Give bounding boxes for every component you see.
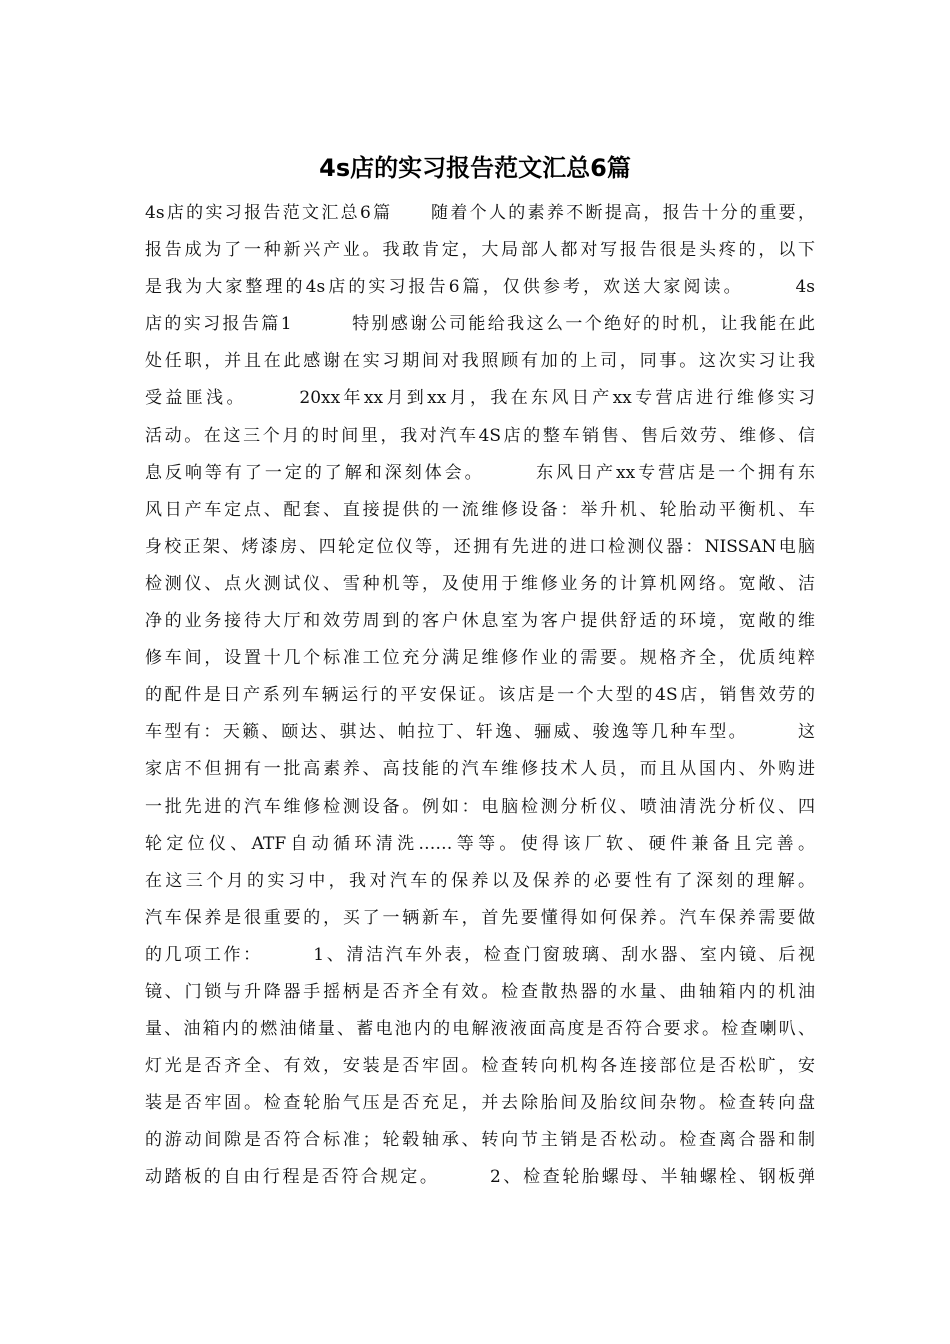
body-line: 检测仪、点火测试仪、雪种机等，及使用于维修业务的计算机网络。宽敞、洁 [145,573,815,594]
body-line: 家店不但拥有一批高素养、高技能的汽车维修技术人员，而且从国内、外购进 [145,759,815,780]
document-body [145,195,815,1197]
body-line: 报告成为了一种新兴产业。我敢肯定，大局部人都对写报告很是头疼的，以下 [145,240,815,261]
body-line: 受益匪浅。 20xx年xx月到xx月，我在东风日产xx专营店进行维修实习 [145,388,815,409]
body-line: 的游动间隙是否符合标准；轮毂轴承、转向节主销是否松动。检查离合器和制 [145,1130,815,1151]
document-title: 4s店的实习报告范文汇总6篇 [319,154,631,182]
body-line: 风日产车定点、配套、直接提供的一流维修设备：举升机、轮胎动平衡机、车 [145,499,815,520]
body-line: 修车间，设置十几个标准工位充分满足维修作业的需要。规格齐全，优质纯粹 [145,648,815,669]
body-line: 活动。在这三个月的时间里，我对汽车4S店的整车销售、售后效劳、维修、信 [145,425,815,446]
body-line: 身校正架、烤漆房、四轮定位仪等，还拥有先进的进口检测仪器：NISSAN电脑 [145,536,815,557]
body-line: 镜、门锁与升降器手摇柄是否齐全有效。检查散热器的水量、曲轴箱内的机油 [145,981,815,1002]
body-line: 处任职，并且在此感谢在实习期间对我照顾有加的上司，同事。这次实习让我 [145,351,815,372]
body-line: 一批先进的汽车维修检测设备。例如：电脑检测分析仪、喷油清洗分析仪、四 [145,796,815,817]
body-line: 车型有：天籁、颐达、骐达、帕拉丁、轩逸、骊威、骏逸等几种车型。 这 [145,722,815,743]
body-line: 4s店的实习报告范文汇总6篇 随着个人的素养不断提高，报告十分的重要， [145,203,815,223]
body-line: 轮定位仪、ATF自动循环清洗……等等。使得该厂软、硬件兼备且完善。 [145,833,815,854]
body-line: 净的业务接待大厅和效劳周到的客户休息室为客户提供舒适的环境，宽敞的维 [145,611,815,632]
body-line: 汽车保养是很重要的，买了一辆新车，首先要懂得如何保养。汽车保养需要做 [145,907,815,928]
body-line: 装是否牢固。检查轮胎气压是否充足，并去除胎间及胎纹间杂物。检查转向盘 [145,1093,815,1114]
body-line: 是我为大家整理的4s店的实习报告6篇，仅供参考，欢送大家阅读。 4s [145,277,815,298]
body-line: 店的实习报告篇1 特别感谢公司能给我这么一个绝好的时机，让我能在此 [145,314,815,335]
body-line: 息反响等有了一定的了解和深刻体会。 东风日产xx专营店是一个拥有东 [145,462,815,483]
body-line: 在这三个月的实习中，我对汽车的保养以及保养的必要性有了深刻的理解。 [145,870,815,891]
body-line: 的配件是日产系列车辆运行的平安保证。该店是一个大型的4S店，销售效劳的 [145,685,815,706]
body-line: 动踏板的自由行程是否符合规定。 2、检查轮胎螺母、半轴螺栓、钢板弹 [145,1167,815,1188]
body-line: 量、油箱内的燃油储量、蓄电池内的电解液液面高度是否符合要求。检查喇叭、 [145,1019,815,1040]
body-line: 灯光是否齐全、有效，安装是否牢固。检查转向机构各连接部位是否松旷，安 [145,1056,815,1077]
body-line: 的几项工作： 1、清洁汽车外表，检查门窗玻璃、刮水器、室内镜、后视 [145,944,815,965]
